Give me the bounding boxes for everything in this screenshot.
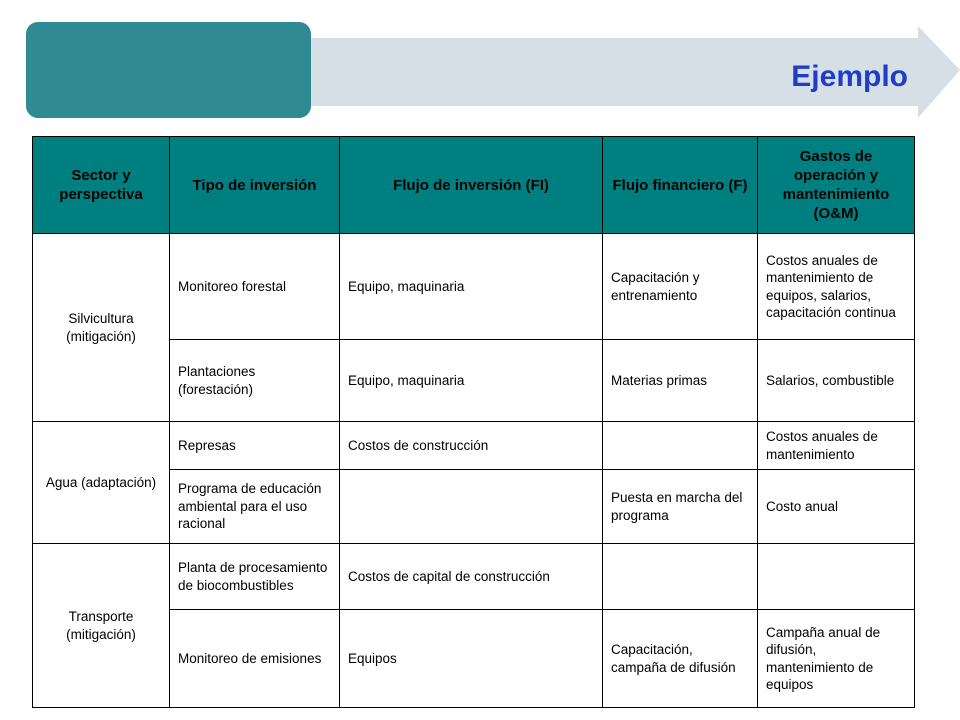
tipo-cell: Plantaciones (forestación) [170, 340, 340, 422]
header-flujo-inversion: Flujo de inversión (FI) [340, 137, 603, 234]
gastos-om-cell: Costos anuales de mantenimiento [758, 422, 915, 470]
flujo-inversion-cell [340, 470, 603, 544]
tipo-cell: Programa de educación ambiental para el uso racional [170, 470, 340, 544]
gastos-om-cell: Costo anual [758, 470, 915, 544]
banner-box [26, 22, 311, 118]
flujo-financiero-cell: Capacitación, campaña de difusión [603, 610, 758, 708]
header-gastos-om: Gastos de operación y mantenimiento (O&M) [758, 137, 915, 234]
gastos-om-cell [758, 544, 915, 610]
sector-cell: Transporte (mitigación) [33, 544, 170, 708]
tipo-cell: Monitoreo de emisiones [170, 610, 340, 708]
header-sector: Sector y perspectiva [33, 137, 170, 234]
flujo-inversion-cell: Equipo, maquinaria [340, 340, 603, 422]
flujo-financiero-cell: Capacitación y entrenamiento [603, 234, 758, 340]
table-row [33, 234, 915, 340]
slide-title: Ejemplo [791, 60, 908, 93]
gastos-om-cell: Campaña anual de difusión, mantenimiento de equipos [758, 610, 915, 708]
header-tipo: Tipo de inversión [170, 137, 340, 234]
sector-cell: Silvicultura (mitigación) [33, 234, 170, 422]
flujo-inversion-cell: Costos de capital de construcción [340, 544, 603, 610]
gastos-om-cell: Costos anuales de mantenimiento de equipos, salarios, capacitación continua [758, 234, 915, 340]
table-row [33, 422, 915, 470]
flujo-inversion-cell: Equipos [340, 610, 603, 708]
investment-table [32, 136, 915, 708]
tipo-cell: Planta de procesamiento de biocombustibles [170, 544, 340, 610]
table-header-row [33, 137, 915, 234]
table-row [33, 544, 915, 610]
tipo-cell: Monitoreo forestal [170, 234, 340, 340]
flujo-financiero-cell: Puesta en marcha del programa [603, 470, 758, 544]
tipo-cell: Represas [170, 422, 340, 470]
header-flujo-financiero: Flujo financiero (F) [603, 137, 758, 234]
flujo-financiero-cell: Materias primas [603, 340, 758, 422]
flujo-inversion-cell: Equipo, maquinaria [340, 234, 603, 340]
flujo-inversion-cell: Costos de construcción [340, 422, 603, 470]
sector-cell: Agua (adaptación) [33, 422, 170, 544]
flujo-financiero-cell [603, 422, 758, 470]
gastos-om-cell: Salarios, combustible [758, 340, 915, 422]
flujo-financiero-cell [603, 544, 758, 610]
